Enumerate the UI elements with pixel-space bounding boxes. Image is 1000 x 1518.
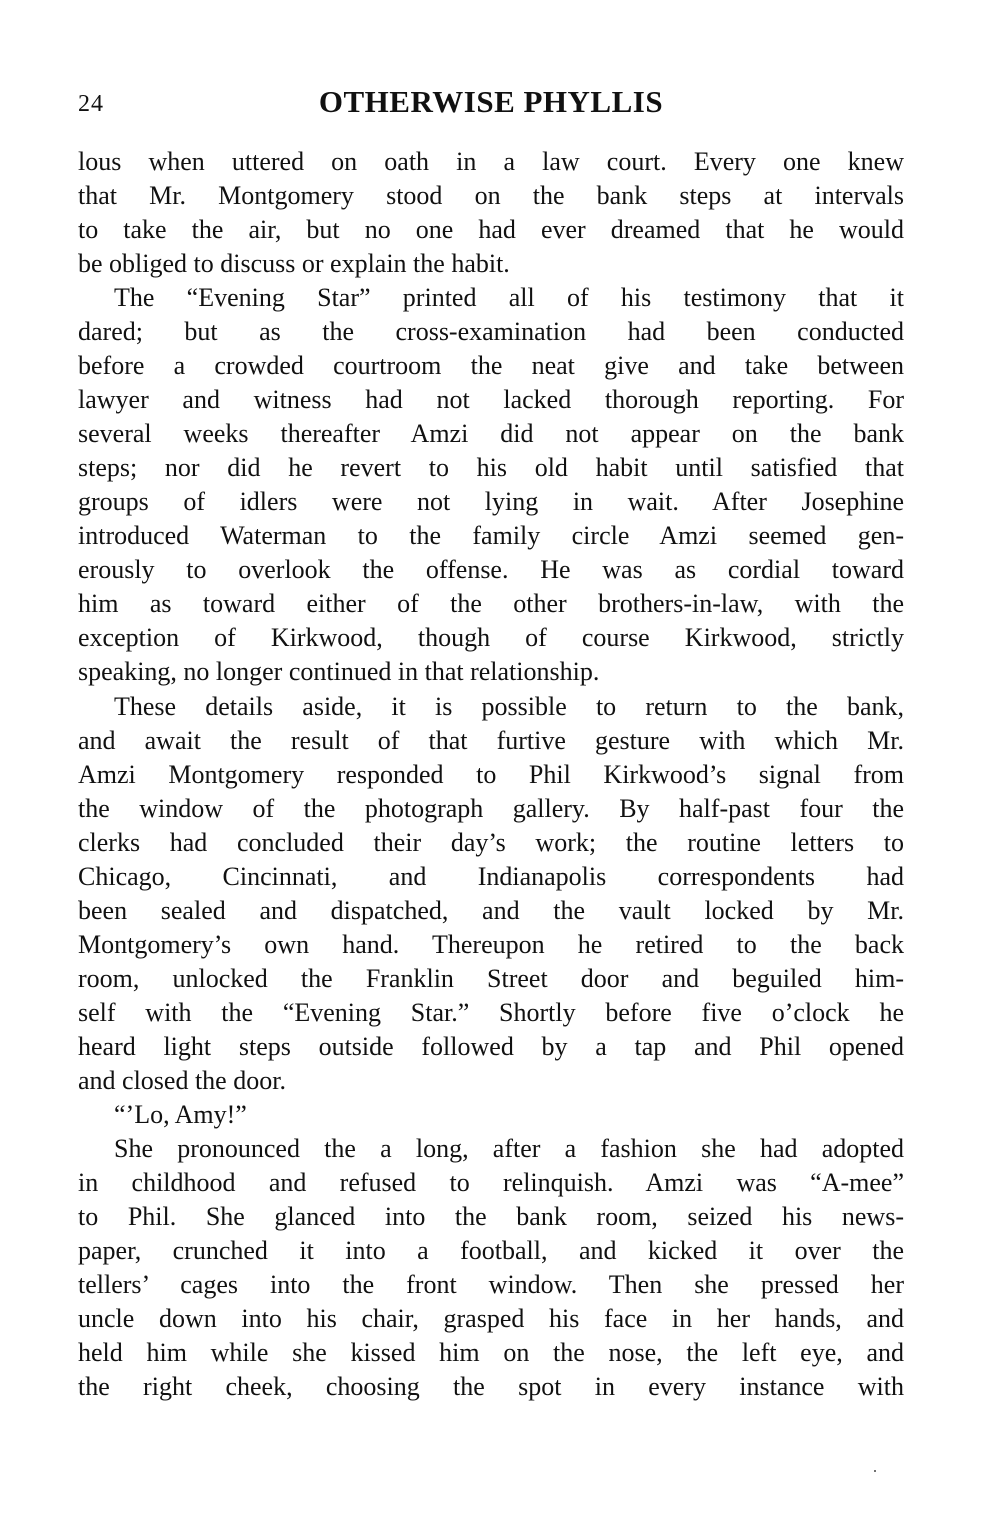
text-line: lawyer and witness had not lacked thorough reporting. For (78, 385, 904, 415)
text-line: paper, crunched it into a football, and kicked it over the (78, 1236, 904, 1265)
body-text (78, 145, 904, 1404)
text-line: and await the result of that furtive gesture with which Mr. (78, 725, 904, 755)
text-line: before a crowded courtroom the neat give and take between (78, 351, 904, 381)
text-line: Amzi Montgomery responded to Phil Kirkwood’s signal from (78, 759, 904, 789)
print-speck (874, 1470, 876, 1472)
text-line: The “Evening Star” printed all of his testimony that it (114, 283, 904, 313)
text-line: exception of Kirkwood, though of course Kirkwood, strictly (78, 623, 904, 653)
page-number: 24 (78, 91, 104, 117)
text-line: clerks had concluded their day’s work; the routine letters to (78, 827, 904, 857)
running-title: OTHERWISE PHYLLIS (318, 84, 664, 119)
text-line: held him while she kissed him on the nose, the left eye, and (78, 1338, 904, 1368)
text-line: to take the air, but no one had ever dreamed that he would (78, 215, 904, 245)
text-line: erously to overlook the offense. He was as cordial toward (78, 555, 904, 585)
text-line: the right cheek, choosing the spot in every instance with (78, 1372, 904, 1402)
text-line: Montgomery’s own hand. Thereupon he retired to the back (78, 929, 904, 959)
text-line: to Phil. She glanced into the bank room, seized his news- (78, 1201, 904, 1231)
text-line: uncle down into his chair, grasped his face in her hands, and (78, 1304, 904, 1334)
text-line: the window of the photograph gallery. By half-past four the (78, 793, 904, 823)
text-line: These details aside, it is possible to return to the bank, (114, 691, 904, 721)
text-line: in childhood and refused to relinquish. Amzi was “A-mee” (78, 1167, 904, 1197)
text-line: groups of idlers were not lying in wait. After Josephine (78, 487, 904, 517)
text-line: speaking, no longer continued in that relationship. (78, 657, 600, 687)
text-line: She pronounced the a long, after a fashion she had adopted (114, 1133, 904, 1163)
text-line: that Mr. Montgomery stood on the bank steps at intervals (78, 181, 904, 211)
text-line: several weeks thereafter Amzi did not appear on the bank (78, 419, 904, 449)
text-line: tellers’ cages into the front window. Then she pressed her (78, 1270, 904, 1300)
text-line: heard light steps outside followed by a tap and Phil opened (78, 1031, 904, 1061)
text-line: lous when uttered on oath in a law court. Every one knew (78, 147, 904, 176)
text-line: room, unlocked the Franklin Street door and beguiled him- (78, 963, 904, 993)
text-line: been sealed and dispatched, and the vault locked by Mr. (78, 895, 904, 925)
text-line: steps; nor did he revert to his old habit until satisfied that (78, 453, 904, 483)
text-line: and closed the door. (78, 1065, 286, 1095)
text-line: introduced Waterman to the family circle Amzi seemed gen- (78, 521, 904, 551)
page-header (78, 82, 904, 126)
text-line: self with the “Evening Star.” Shortly before five o’clock he (78, 997, 904, 1027)
text-line: dared; but as the cross-examination had been conducted (78, 317, 904, 347)
text-line: be obliged to discuss or explain the habit. (78, 249, 510, 279)
text-line: him as toward either of the other brothers-in-law, with the (78, 589, 904, 619)
text-line: Chicago, Cincinnati, and Indianapolis correspondents had (78, 861, 904, 891)
text-line: “’Lo, Amy!” (114, 1099, 247, 1129)
